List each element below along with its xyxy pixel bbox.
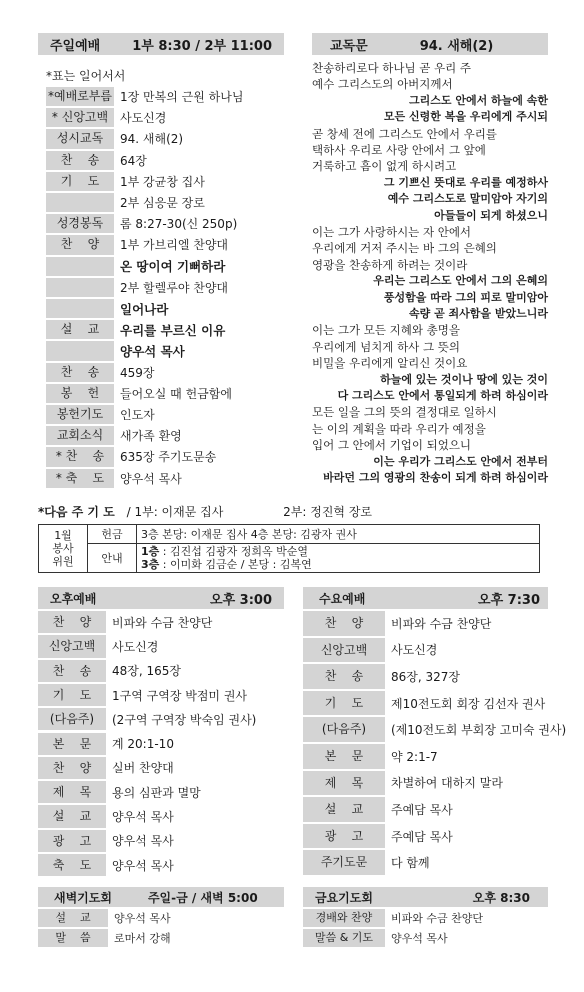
morning-order-row	[46, 277, 228, 298]
morning-order-row	[46, 319, 225, 340]
leader-line: 예수 그리스도의 아버지께서	[312, 77, 453, 92]
afternoon-header	[38, 587, 284, 609]
wednesday-order-value: (제10전도회 부회장 고미숙 권사)	[391, 723, 567, 738]
responsive-title: 교독문	[330, 38, 368, 54]
morning-order-row	[46, 107, 166, 128]
morning-order-value: 94. 새해(2)	[120, 132, 184, 147]
congregation-line: 풍성함을 따라 그의 피로 말미암아	[383, 290, 548, 304]
morning-order-row	[46, 171, 205, 192]
wednesday-order-value: 다 함께	[391, 856, 430, 871]
morning-order-row	[46, 383, 232, 404]
morning-order-value: 64장	[120, 153, 147, 168]
leader-line: 영광을 찬송하게 하려는 것이라	[312, 257, 468, 272]
afternoon-order-row	[38, 829, 174, 853]
leader-line: 찬송하리로다 하나님 곧 우리 주	[312, 61, 472, 75]
wednesday-order-row	[303, 823, 453, 850]
morning-order-value: 사도신경	[120, 111, 167, 126]
morning-order-value: 양우석 목사	[120, 343, 185, 359]
congregation-line: 이는 우리가 그리스도 안에서 전부터	[373, 454, 548, 468]
usher-text-cell	[137, 544, 540, 573]
dawn-order-row	[38, 908, 171, 928]
wednesday-order-row	[303, 637, 437, 664]
morning-order-row	[46, 256, 225, 277]
next-prayer-part2: 2부: 정진혁 장로	[283, 505, 373, 519]
dawn-header	[38, 887, 284, 907]
afternoon-order-value: 48장, 165장	[112, 664, 181, 679]
afternoon-order-label: 본 문	[38, 733, 106, 755]
offering-text: 3층 본당: 이재문 집사 4층 본당: 김광자 권사	[137, 525, 540, 544]
morning-order-row	[46, 404, 155, 425]
afternoon-order-row	[38, 683, 247, 707]
wednesday-header	[303, 587, 548, 609]
morning-order-label: * 신앙고백	[46, 108, 114, 127]
afternoon-order-row	[38, 659, 181, 683]
morning-order-value: 우리를 부르신 이유	[120, 322, 226, 338]
stand-note: *표는 일어서서	[46, 69, 126, 83]
friday-order-label: 경배와 찬양	[303, 909, 385, 927]
service-team-table	[38, 524, 540, 573]
morning-order-row	[46, 234, 228, 255]
morning-order-label	[46, 193, 114, 212]
morning-order-label	[46, 257, 114, 276]
morning-order-label: 성시교독	[46, 129, 114, 148]
leader-line: 는 이의 계획을 따라 우리가 예정을	[312, 421, 486, 436]
congregation-line: 예수 그리스도로 말미암아 자기의	[387, 192, 548, 206]
wednesday-order-label: 광 고	[303, 824, 385, 849]
afternoon-order-value: 실버 찬양대	[112, 761, 174, 776]
congregation-line: 그 기쁘신 뜻대로 우리를 예정하사	[383, 175, 548, 189]
morning-order-value: 2부 할렐루야 찬양대	[120, 280, 229, 295]
morning-order-label: 찬 송	[46, 151, 114, 170]
morning-order-row	[46, 362, 155, 383]
dawn-time: 주일-금 / 새벽 5:00	[147, 890, 258, 905]
usher-floor-1: 1층	[141, 545, 160, 558]
wednesday-order-row	[303, 770, 503, 797]
leader-line: 이는 그가 모든 지혜와 총명을	[312, 323, 460, 338]
morning-order-row	[46, 468, 182, 489]
morning-order-label: 찬 양	[46, 235, 114, 254]
leader-line: 우리에게 거저 주시는 바 그의 은혜의	[312, 241, 497, 256]
morning-order-value: 2부 심응문 장로	[120, 196, 205, 211]
morning-order-row	[46, 446, 216, 467]
morning-order-value: 양우석 목사	[120, 471, 182, 486]
next-prayer-label: *다음 주 기 도	[38, 505, 115, 519]
dawn-order-value: 로마서 강해	[114, 932, 171, 945]
afternoon-order-row	[38, 853, 174, 877]
wednesday-order-value: 약 2:1-7	[391, 749, 438, 764]
friday-order-row	[303, 928, 448, 948]
afternoon-order-row	[38, 780, 201, 804]
usher-label-cell: 안내	[88, 544, 137, 573]
leader-line: 우리에게 넘치게 하사 그 뜻의	[312, 339, 460, 354]
congregation-line: 바라던 그의 영광의 찬송이 되게 하려 하심이라	[323, 471, 548, 484]
wednesday-order-row	[303, 743, 438, 770]
wednesday-title: 수요예배	[319, 591, 366, 606]
congregation-line: 다 그리스도 안에서 통일되게 하려 하심이라	[337, 389, 548, 402]
responsive-header	[312, 33, 548, 55]
leader-line: 택하사 우리로 사랑 안에서 그 앞에	[312, 143, 486, 157]
morning-order-value: 인도자	[120, 408, 155, 423]
morning-order-label: 교회소식	[46, 426, 114, 445]
wednesday-order-row	[303, 849, 430, 876]
morning-order-label	[46, 278, 114, 297]
morning-order-label: 설 교	[46, 320, 114, 339]
service-team-month-cell	[39, 525, 88, 573]
next-prayer-row	[38, 503, 548, 520]
wednesday-order-row	[303, 716, 566, 743]
afternoon-order-value: 양우석 목사	[112, 834, 174, 849]
wednesday-order-value: 사도신경	[391, 643, 438, 658]
afternoon-order-label: 기 도	[38, 684, 106, 706]
morning-order-value: 1장 만복의 근원 하나님	[120, 90, 244, 105]
wednesday-order-label: 찬 양	[303, 611, 385, 636]
offering-label-cell: 헌금	[88, 525, 137, 544]
morning-order-row	[46, 86, 243, 107]
morning-order-value: 들어오실 때 헌금함에	[120, 386, 232, 401]
friday-order-row	[303, 908, 483, 928]
wednesday-time: 오후 7:30	[478, 592, 540, 608]
dawn-order-label: 말 씀	[38, 929, 108, 947]
wednesday-order-value: 제10전도회 회장 김선자 권사	[391, 696, 546, 711]
afternoon-order-label: 제 목	[38, 781, 106, 803]
congregation-line: 속량 곧 죄사함을 받았느니라	[409, 307, 548, 320]
morning-order-value: 1부 가브리엘 찬양대	[120, 238, 229, 253]
congregation-line: 모든 신령한 복을 우리에게 주시되	[383, 110, 548, 124]
afternoon-order-row	[38, 732, 174, 756]
congregation-line: 아들들이 되게 하셨으니	[434, 208, 548, 222]
morning-order-value: 온 땅이여 기뻐하라	[120, 259, 226, 275]
wednesday-order-label: 찬 송	[303, 664, 385, 689]
morning-order-label: 찬 송	[46, 363, 114, 382]
morning-order-row	[46, 213, 237, 234]
morning-order-label: * 축 도	[46, 469, 114, 488]
wednesday-order-value: 주예담 목사	[391, 802, 453, 817]
morning-order-label: 봉헌기도	[46, 405, 114, 424]
wednesday-order-label: (다음주)	[303, 717, 385, 742]
wednesday-order-value: 차별하여 대하지 말라	[391, 776, 503, 791]
leader-line: 이는 그가 사랑하시는 자 안에서	[312, 225, 472, 239]
afternoon-order-row	[38, 634, 158, 658]
morning-order-value: 일어나라	[120, 301, 169, 317]
service-team-label: 봉사 위원	[52, 542, 74, 568]
wednesday-order-row	[303, 690, 545, 717]
responsive-subtitle: 94. 새해(2)	[419, 38, 494, 54]
friday-title: 금요기도회	[315, 890, 373, 905]
leader-line: 거룩하고 흠이 없게 하시려고	[312, 159, 457, 174]
wednesday-order-label: 신앙고백	[303, 638, 385, 663]
usher-line-1: : 김진섭 김광자 정희옥 박순열	[159, 545, 308, 558]
dawn-order-row	[38, 928, 171, 948]
wednesday-order-label: 기 도	[303, 691, 385, 716]
next-prayer-part1: / 1부: 이재문 집사	[126, 505, 224, 519]
afternoon-order-value: 양우석 목사	[112, 858, 174, 873]
afternoon-order-label: 신앙고백	[38, 635, 106, 657]
leader-line: 비밀을 우리에게 알리신 것이요	[312, 356, 468, 371]
afternoon-order-label: (다음주)	[38, 708, 106, 730]
morning-order-row	[46, 425, 182, 446]
afternoon-order-row	[38, 610, 212, 634]
friday-order-value: 양우석 목사	[391, 932, 448, 945]
morning-title: 주일예배	[50, 38, 101, 54]
wednesday-order-row	[303, 796, 453, 823]
usher-line-2: : 이미화 김금순 / 본당 : 김복연	[159, 558, 312, 571]
friday-order-value: 비파와 수금 찬양단	[391, 912, 484, 925]
afternoon-title: 오후예배	[50, 591, 97, 606]
wednesday-order-value: 주예담 목사	[391, 829, 453, 844]
wednesday-order-row	[303, 663, 460, 690]
leader-line: 곧 창세 전에 그리스도 안에서 우리를	[312, 126, 497, 141]
wednesday-order-value: 86장, 327장	[391, 669, 460, 684]
afternoon-order-value: 용의 심판과 멸망	[112, 785, 201, 800]
friday-header	[303, 887, 548, 907]
morning-order-label	[46, 341, 114, 360]
morning-order-label: 성경봉독	[46, 214, 114, 233]
morning-order-label	[46, 299, 114, 318]
wednesday-order-label: 본 문	[303, 744, 385, 769]
morning-order-label: *예배로부름	[46, 87, 114, 106]
wednesday-order-value: 비파와 수금 찬양단	[391, 616, 492, 631]
leader-line: 모든 일을 그의 뜻의 결정대로 일하시	[312, 405, 497, 420]
morning-order-label: 봉 헌	[46, 384, 114, 403]
morning-times: 1부 8:30 / 2부 11:00	[132, 38, 273, 54]
morning-order-value: 롬 8:27-30(신 250p)	[120, 217, 238, 232]
afternoon-order-label: 찬 양	[38, 757, 106, 779]
congregation-line: 하늘에 있는 것이나 땅에 있는 것이	[380, 372, 548, 386]
morning-order-row	[46, 340, 185, 361]
morning-order-value: 459장	[120, 365, 155, 380]
afternoon-order-value: 사도신경	[112, 639, 159, 654]
afternoon-order-label: 찬 송	[38, 660, 106, 682]
afternoon-order-value: 계 20:1-10	[112, 737, 174, 752]
wednesday-order-label: 설 교	[303, 797, 385, 822]
congregation-line: 그리스도 안에서 하늘에 속한	[409, 93, 548, 107]
morning-order-label: * 찬 송	[46, 447, 114, 466]
dawn-order-value: 양우석 목사	[114, 912, 171, 925]
morning-order-value: 새가족 환영	[120, 429, 182, 444]
morning-order-value: 635장 주기도문송	[120, 450, 217, 465]
usher-floor-3: 3층	[141, 558, 160, 571]
afternoon-order-value: 양우석 목사	[112, 810, 174, 825]
afternoon-order-row	[38, 707, 256, 731]
morning-order-row	[46, 192, 205, 213]
morning-order-row	[46, 128, 183, 149]
friday-time: 오후 8:30	[472, 890, 530, 905]
afternoon-order-row	[38, 804, 174, 828]
afternoon-order-label: 축 도	[38, 854, 106, 876]
afternoon-order-label: 광 고	[38, 830, 106, 852]
morning-order-row	[46, 150, 147, 171]
wednesday-order-label: 주기도문	[303, 850, 385, 875]
afternoon-order-row	[38, 756, 174, 780]
morning-header	[38, 33, 284, 55]
wednesday-order-row	[303, 610, 491, 637]
morning-order-row	[46, 298, 168, 319]
dawn-title: 새벽기도회	[54, 890, 112, 905]
afternoon-order-value: 1구역 구역장 박점미 권사	[112, 688, 247, 703]
morning-order-label: 기 도	[46, 172, 114, 191]
afternoon-time: 오후 3:00	[210, 592, 272, 608]
service-month: 1월	[54, 529, 72, 542]
afternoon-order-value: (2구역 구역장 박숙임 권사)	[112, 712, 257, 727]
leader-line: 입어 그 안에서 기업이 되었으니	[312, 438, 472, 453]
afternoon-order-value: 비파와 수금 찬양단	[112, 615, 213, 630]
afternoon-order-label: 설 교	[38, 805, 106, 827]
wednesday-order-label: 제 목	[303, 771, 385, 796]
dawn-order-label: 설 교	[38, 909, 108, 927]
afternoon-order-label: 찬 양	[38, 611, 106, 633]
friday-order-label: 말씀 & 기도	[303, 929, 385, 947]
congregation-line: 우리는 그리스도 안에서 그의 은혜의	[373, 274, 548, 288]
morning-order-value: 1부 강균창 집사	[120, 174, 205, 189]
